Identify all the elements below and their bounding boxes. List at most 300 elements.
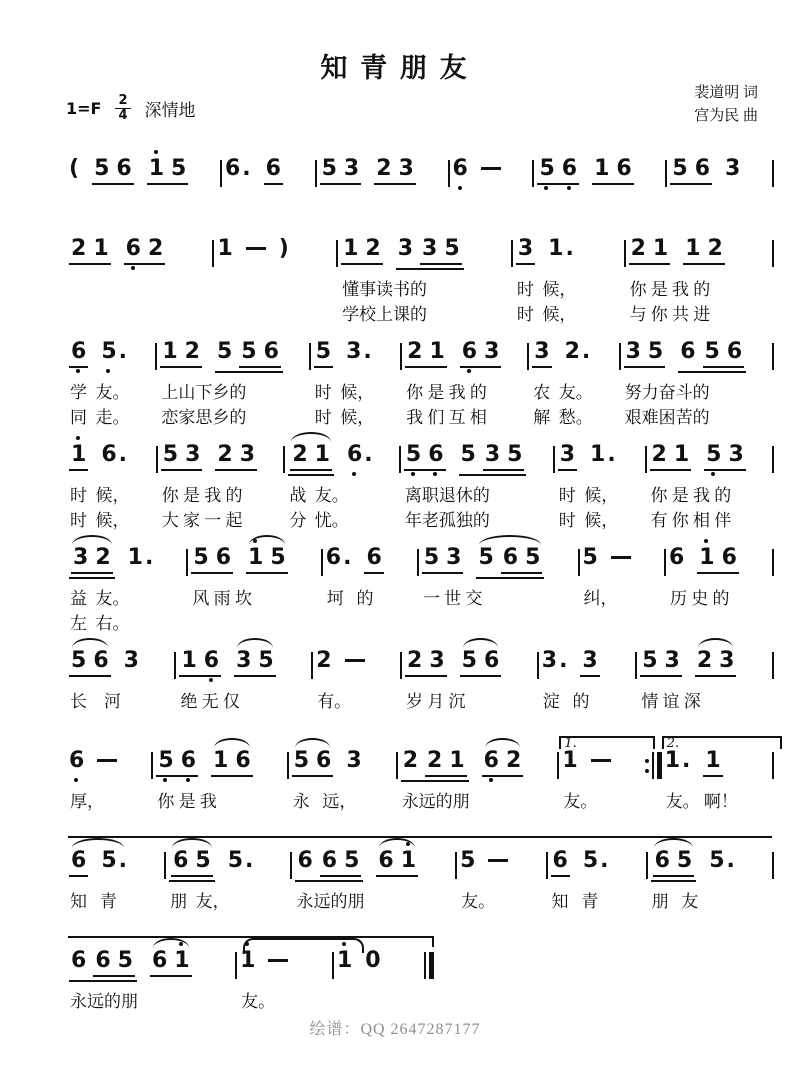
notes-row (316, 650, 390, 680)
dash-extension (268, 959, 288, 962)
note: 6 (265, 156, 281, 181)
note: 1 (162, 339, 178, 364)
note: 3 (582, 648, 598, 673)
note: 6 (181, 750, 196, 772)
note: 5 (94, 156, 110, 181)
slur-group (169, 850, 215, 882)
beam-group (651, 850, 697, 882)
note: 3 (397, 236, 413, 261)
octave-dot-low (76, 369, 80, 373)
note: 5 (344, 848, 360, 873)
measure (66, 547, 186, 634)
lyric-text (326, 609, 407, 634)
beam-group (234, 650, 276, 677)
note: 6 (654, 848, 670, 873)
beam-group (703, 750, 722, 777)
score-line (66, 634, 774, 734)
notes-row (69, 547, 176, 577)
note: 3 (664, 648, 680, 673)
lyric-text: 战 友。 (289, 486, 349, 505)
beam-group (264, 158, 283, 185)
tempo-marking: 深情地 (144, 100, 196, 120)
notes-row (295, 850, 445, 880)
octave-dot-low (711, 472, 715, 476)
note: 5 (71, 648, 87, 673)
notes-row (69, 341, 145, 371)
notes-row (217, 238, 326, 268)
note: 2 (630, 236, 646, 261)
octave-dot-low (352, 472, 356, 476)
lyric-text: 淀 的 (542, 692, 590, 711)
lyric-text: 我 们 互 相 (406, 408, 487, 427)
measure (66, 341, 155, 428)
measure (402, 341, 527, 428)
note: 5 (406, 444, 421, 466)
lyric-text: 友。 (461, 892, 496, 911)
lyric-text (669, 609, 762, 634)
beam-group (420, 238, 462, 265)
note: 6 (116, 156, 132, 181)
measure (66, 950, 235, 1012)
beam-group (320, 850, 362, 877)
lyric-text: 时 候， (516, 280, 577, 299)
note: 1 (213, 748, 229, 773)
note: 6 . (325, 545, 352, 570)
slur-group (292, 750, 334, 777)
note: 5 (315, 339, 332, 364)
song-title: 知 青 朋 友 (320, 53, 470, 83)
lyric-text: 纠， (583, 589, 618, 608)
measures-row (66, 142, 774, 188)
beam-group (246, 547, 288, 574)
beam-group (653, 850, 695, 877)
slur-group (246, 547, 288, 574)
measure (323, 547, 417, 634)
dash-extension (246, 247, 266, 250)
note: 5 (162, 442, 179, 467)
measure (222, 158, 315, 188)
lyric-text: 绝 无 仅 (180, 692, 240, 711)
note: 2 (184, 339, 200, 364)
beam-group (169, 850, 215, 882)
measure (214, 238, 336, 325)
beam-group (422, 547, 464, 574)
note: 3 (484, 339, 500, 364)
beam-group (69, 444, 88, 471)
dash-extension (591, 759, 611, 762)
beam-group (292, 750, 334, 777)
note: 3 (73, 545, 89, 570)
note: 3 (719, 648, 735, 673)
note: 6 (484, 750, 499, 772)
beam-group (405, 650, 447, 677)
beam-group (697, 547, 739, 574)
notes-row (669, 547, 762, 577)
slur-group (376, 850, 418, 877)
notes-row (288, 444, 389, 474)
score-line (66, 222, 774, 325)
barline-thin (424, 952, 426, 979)
note: 3 (728, 442, 744, 467)
note: 1 . (664, 748, 691, 773)
lyric-text: 艰难困苦的 (624, 408, 710, 427)
beam-group (592, 158, 634, 185)
note: 5 (216, 339, 233, 364)
note: 2 (71, 236, 87, 261)
beam-group (629, 238, 671, 265)
barline (772, 343, 774, 370)
beam-group (179, 650, 221, 677)
beam-group (295, 850, 363, 882)
measure (66, 650, 174, 712)
note: 6 (95, 948, 111, 973)
beam-group (460, 341, 502, 368)
note: 6 (366, 545, 382, 570)
beam-group (211, 750, 253, 777)
dash-extension (611, 556, 631, 559)
note: 1 (685, 236, 701, 261)
lyric-text: 时 候， (558, 511, 619, 530)
note: 5 (676, 848, 693, 873)
note: 5 (460, 848, 476, 873)
lyric-text: 风 雨 坎 (192, 589, 252, 608)
lyric-text: 朋 友 (651, 892, 699, 911)
beam-group (459, 444, 527, 476)
lyric-text: 友。 (563, 792, 598, 811)
note: 6 (668, 545, 685, 570)
note: 3 . (541, 648, 568, 673)
note: 5 (704, 339, 720, 364)
measure (311, 341, 400, 428)
lyric-text: 学校上课的 (342, 305, 428, 324)
slur-group (460, 650, 502, 677)
octave-dot-high (704, 539, 708, 543)
measure (637, 650, 772, 712)
note: 1 (652, 236, 669, 261)
tie-line (243, 938, 364, 953)
score-line (66, 834, 774, 934)
barline-thin (652, 752, 654, 779)
note: 0 (365, 948, 381, 973)
note: 6 (263, 339, 279, 364)
time-signature (115, 94, 130, 122)
lyric-text: 友。 (241, 992, 276, 1011)
note: 2 (316, 648, 332, 673)
note: 2 . (564, 339, 591, 364)
note: 1 (71, 444, 86, 466)
note: 2 (365, 236, 381, 261)
notes-row (401, 750, 548, 780)
score-line (66, 428, 774, 531)
beam-group (396, 238, 464, 270)
beam-group (374, 158, 416, 185)
beam-group (537, 158, 579, 185)
note: 1 (240, 950, 255, 972)
note: 6 (428, 444, 443, 466)
measure (559, 736, 644, 812)
beam-group (683, 238, 725, 265)
measure (317, 158, 448, 188)
notes-row (651, 850, 762, 880)
beam-group (476, 547, 544, 579)
slur-group (695, 650, 737, 677)
lyric-text: 你 是 我 的 (629, 280, 711, 299)
final-barline (424, 952, 434, 979)
beam-group (483, 444, 525, 471)
lyric-text: 努力奋斗的 (624, 383, 710, 402)
measure (401, 444, 553, 531)
note: 1 (343, 236, 359, 261)
note: 5 . (582, 848, 609, 873)
notes-row (314, 341, 390, 371)
notes-row (551, 850, 636, 880)
measure (539, 650, 635, 712)
notes-row (326, 547, 407, 577)
lyric-text (583, 609, 654, 634)
notes-row (453, 158, 523, 188)
slur-group (476, 547, 544, 579)
lyric-text: 分 忧。 (289, 511, 349, 530)
beam-group (695, 650, 737, 677)
lyric-text: 有。 (317, 692, 352, 711)
lyric-text: 恋家思乡的 (161, 408, 247, 427)
note: 1 (594, 156, 610, 181)
note: 5 (672, 156, 688, 181)
measures-row (66, 934, 434, 1012)
note: 5 . (101, 341, 127, 363)
notes-row (69, 238, 202, 268)
note: 3 (346, 748, 362, 773)
note: 6 (453, 158, 468, 180)
note: 5 (193, 545, 209, 570)
lyric-text: 离职退休的 (404, 486, 490, 505)
lyric-text: 厚， (70, 792, 104, 811)
beam-group (551, 850, 570, 877)
beam-group (71, 547, 113, 574)
octave-dot-low (163, 778, 167, 782)
lyric-text: 知 青 (70, 892, 117, 911)
octave-dot-low (458, 186, 462, 190)
note: 3 (517, 236, 534, 261)
note: 6 (173, 848, 189, 873)
notes-row (69, 950, 225, 980)
note: 6 (71, 341, 86, 363)
note: 5 (642, 648, 658, 673)
notes-row (225, 158, 305, 188)
lyric-text: 你 是 我 (157, 792, 217, 811)
volta-label: 2. (666, 736, 680, 751)
note: 3 (185, 442, 201, 467)
note: 1 (673, 442, 690, 467)
lyric-text: 同 走。 (70, 408, 130, 427)
beam-group (156, 750, 198, 777)
lyric-text: 时 候， (70, 511, 130, 530)
credits-block (694, 82, 758, 127)
note: 5 (582, 545, 598, 570)
note: 6 (93, 648, 109, 673)
beam-group (171, 850, 213, 877)
note: 5 (460, 442, 476, 467)
octave-dot-low (74, 778, 78, 782)
lyric-text (69, 275, 202, 300)
measures-row (66, 428, 774, 531)
notes-row (160, 341, 298, 371)
beam-group (93, 950, 135, 977)
measure (338, 238, 511, 325)
time-signature-numerator: 2 (118, 93, 128, 108)
beam-group (69, 650, 111, 677)
barline (772, 446, 774, 473)
notes-row (562, 750, 634, 780)
notes-row (532, 341, 608, 371)
measure (450, 158, 533, 188)
measures-row (66, 531, 774, 634)
note: 6 (235, 748, 251, 773)
lyric-text: 知 青 (551, 892, 599, 911)
note: 6 (721, 545, 737, 570)
lyric-text: 农 友。 (533, 383, 593, 402)
lyric-text (217, 300, 326, 325)
notes-row (460, 850, 535, 880)
beam-group (624, 341, 666, 368)
measure (648, 850, 772, 912)
beam-group (401, 750, 469, 782)
beam-group (191, 547, 233, 574)
beam-group (69, 950, 137, 982)
note: 5 (241, 339, 257, 364)
beam-group (650, 444, 692, 471)
octave-dot-low (544, 186, 548, 190)
beam-group (69, 341, 88, 368)
slur-group (69, 547, 115, 579)
beam-group (160, 341, 202, 368)
note: 5 (539, 158, 554, 180)
octave-dot-low (567, 186, 571, 190)
beam-group (425, 750, 467, 777)
note: 6 (71, 848, 87, 873)
octave-dot-high (76, 436, 80, 440)
lyric-text: 一 世 交 (422, 589, 483, 608)
note: 1 (449, 748, 465, 773)
slur-group (234, 650, 276, 677)
note: 3 (446, 545, 462, 570)
lyric-text: 你 是 我 的 (161, 486, 243, 505)
notes-row (69, 850, 154, 880)
note: 1 (699, 547, 714, 569)
note: 1 (429, 339, 445, 364)
measure (626, 238, 772, 325)
note: 6 (680, 339, 696, 364)
notes-row (542, 650, 625, 680)
barline (772, 240, 774, 267)
measure (313, 650, 400, 712)
lyric-text: 情 谊 深 (641, 692, 701, 711)
beam-group (288, 444, 334, 476)
note: 6 (215, 545, 232, 570)
measure (66, 158, 220, 188)
beam-group (678, 341, 746, 373)
note: 5 (647, 339, 664, 364)
lyric-text: 时 候， (314, 383, 375, 402)
notes-row (422, 547, 568, 577)
score-line (66, 734, 774, 834)
note: 6 (321, 848, 338, 873)
lyric-text (191, 609, 310, 634)
note: 3 (343, 156, 360, 181)
note: 6 (316, 748, 332, 773)
beam-group (532, 341, 551, 368)
note: 1 (181, 648, 197, 673)
phrase-line (68, 836, 772, 838)
lyric-text: 永远的朋 (70, 992, 138, 1011)
notes-row (156, 750, 276, 780)
measure (513, 238, 624, 325)
note: 1 (174, 950, 189, 972)
lyric-text: 解 愁。 (533, 408, 593, 427)
notes-row (537, 158, 655, 188)
note: 6 (616, 156, 632, 181)
note: 1 (337, 950, 352, 972)
note: 3 (484, 442, 501, 467)
measures-row (66, 222, 774, 325)
slur-group (482, 750, 524, 777)
note: 2 (651, 442, 667, 467)
lyric-text: 朋 友， (170, 892, 230, 911)
lyric-text (422, 609, 568, 634)
beam-group (703, 341, 745, 368)
note: 1 (401, 850, 416, 872)
note: 2 (707, 236, 723, 261)
lyric-text: 有 你 相 伴 (650, 511, 732, 530)
notes-row (341, 238, 501, 268)
note: 5 (444, 236, 460, 261)
note: 1 . (548, 236, 574, 261)
notes-row (69, 750, 141, 780)
beam-group (482, 750, 524, 777)
lyric-text: 永远的朋 (401, 792, 470, 811)
beam-group (404, 444, 446, 471)
note: 5 (461, 648, 477, 673)
note: 5 . (227, 848, 254, 873)
octave-dot-low (186, 778, 190, 782)
notes-row (69, 158, 210, 188)
measure (580, 547, 664, 634)
repeat-dots (645, 752, 649, 779)
note: 3 (625, 339, 641, 364)
note: 1 (248, 547, 263, 569)
beam-group (640, 650, 682, 677)
score-line (66, 142, 774, 222)
note: 6 (726, 339, 743, 364)
measure (402, 650, 537, 712)
notes-row (640, 650, 762, 680)
lyric-text: 上山下乡的 (161, 383, 247, 402)
note: 5 (321, 156, 337, 181)
note: 5 (195, 848, 211, 873)
beam-group (69, 850, 88, 877)
measure (188, 547, 320, 634)
barline (772, 852, 774, 879)
barline (772, 160, 774, 187)
beam-group (580, 650, 599, 677)
beam-group (161, 444, 203, 471)
note: 5 (423, 545, 440, 570)
volta-label: 1. (564, 736, 577, 751)
lyric-text: 岁 月 沉 (406, 692, 466, 711)
measure (237, 950, 332, 1012)
notes-row (69, 444, 146, 474)
measures-row (66, 834, 774, 912)
